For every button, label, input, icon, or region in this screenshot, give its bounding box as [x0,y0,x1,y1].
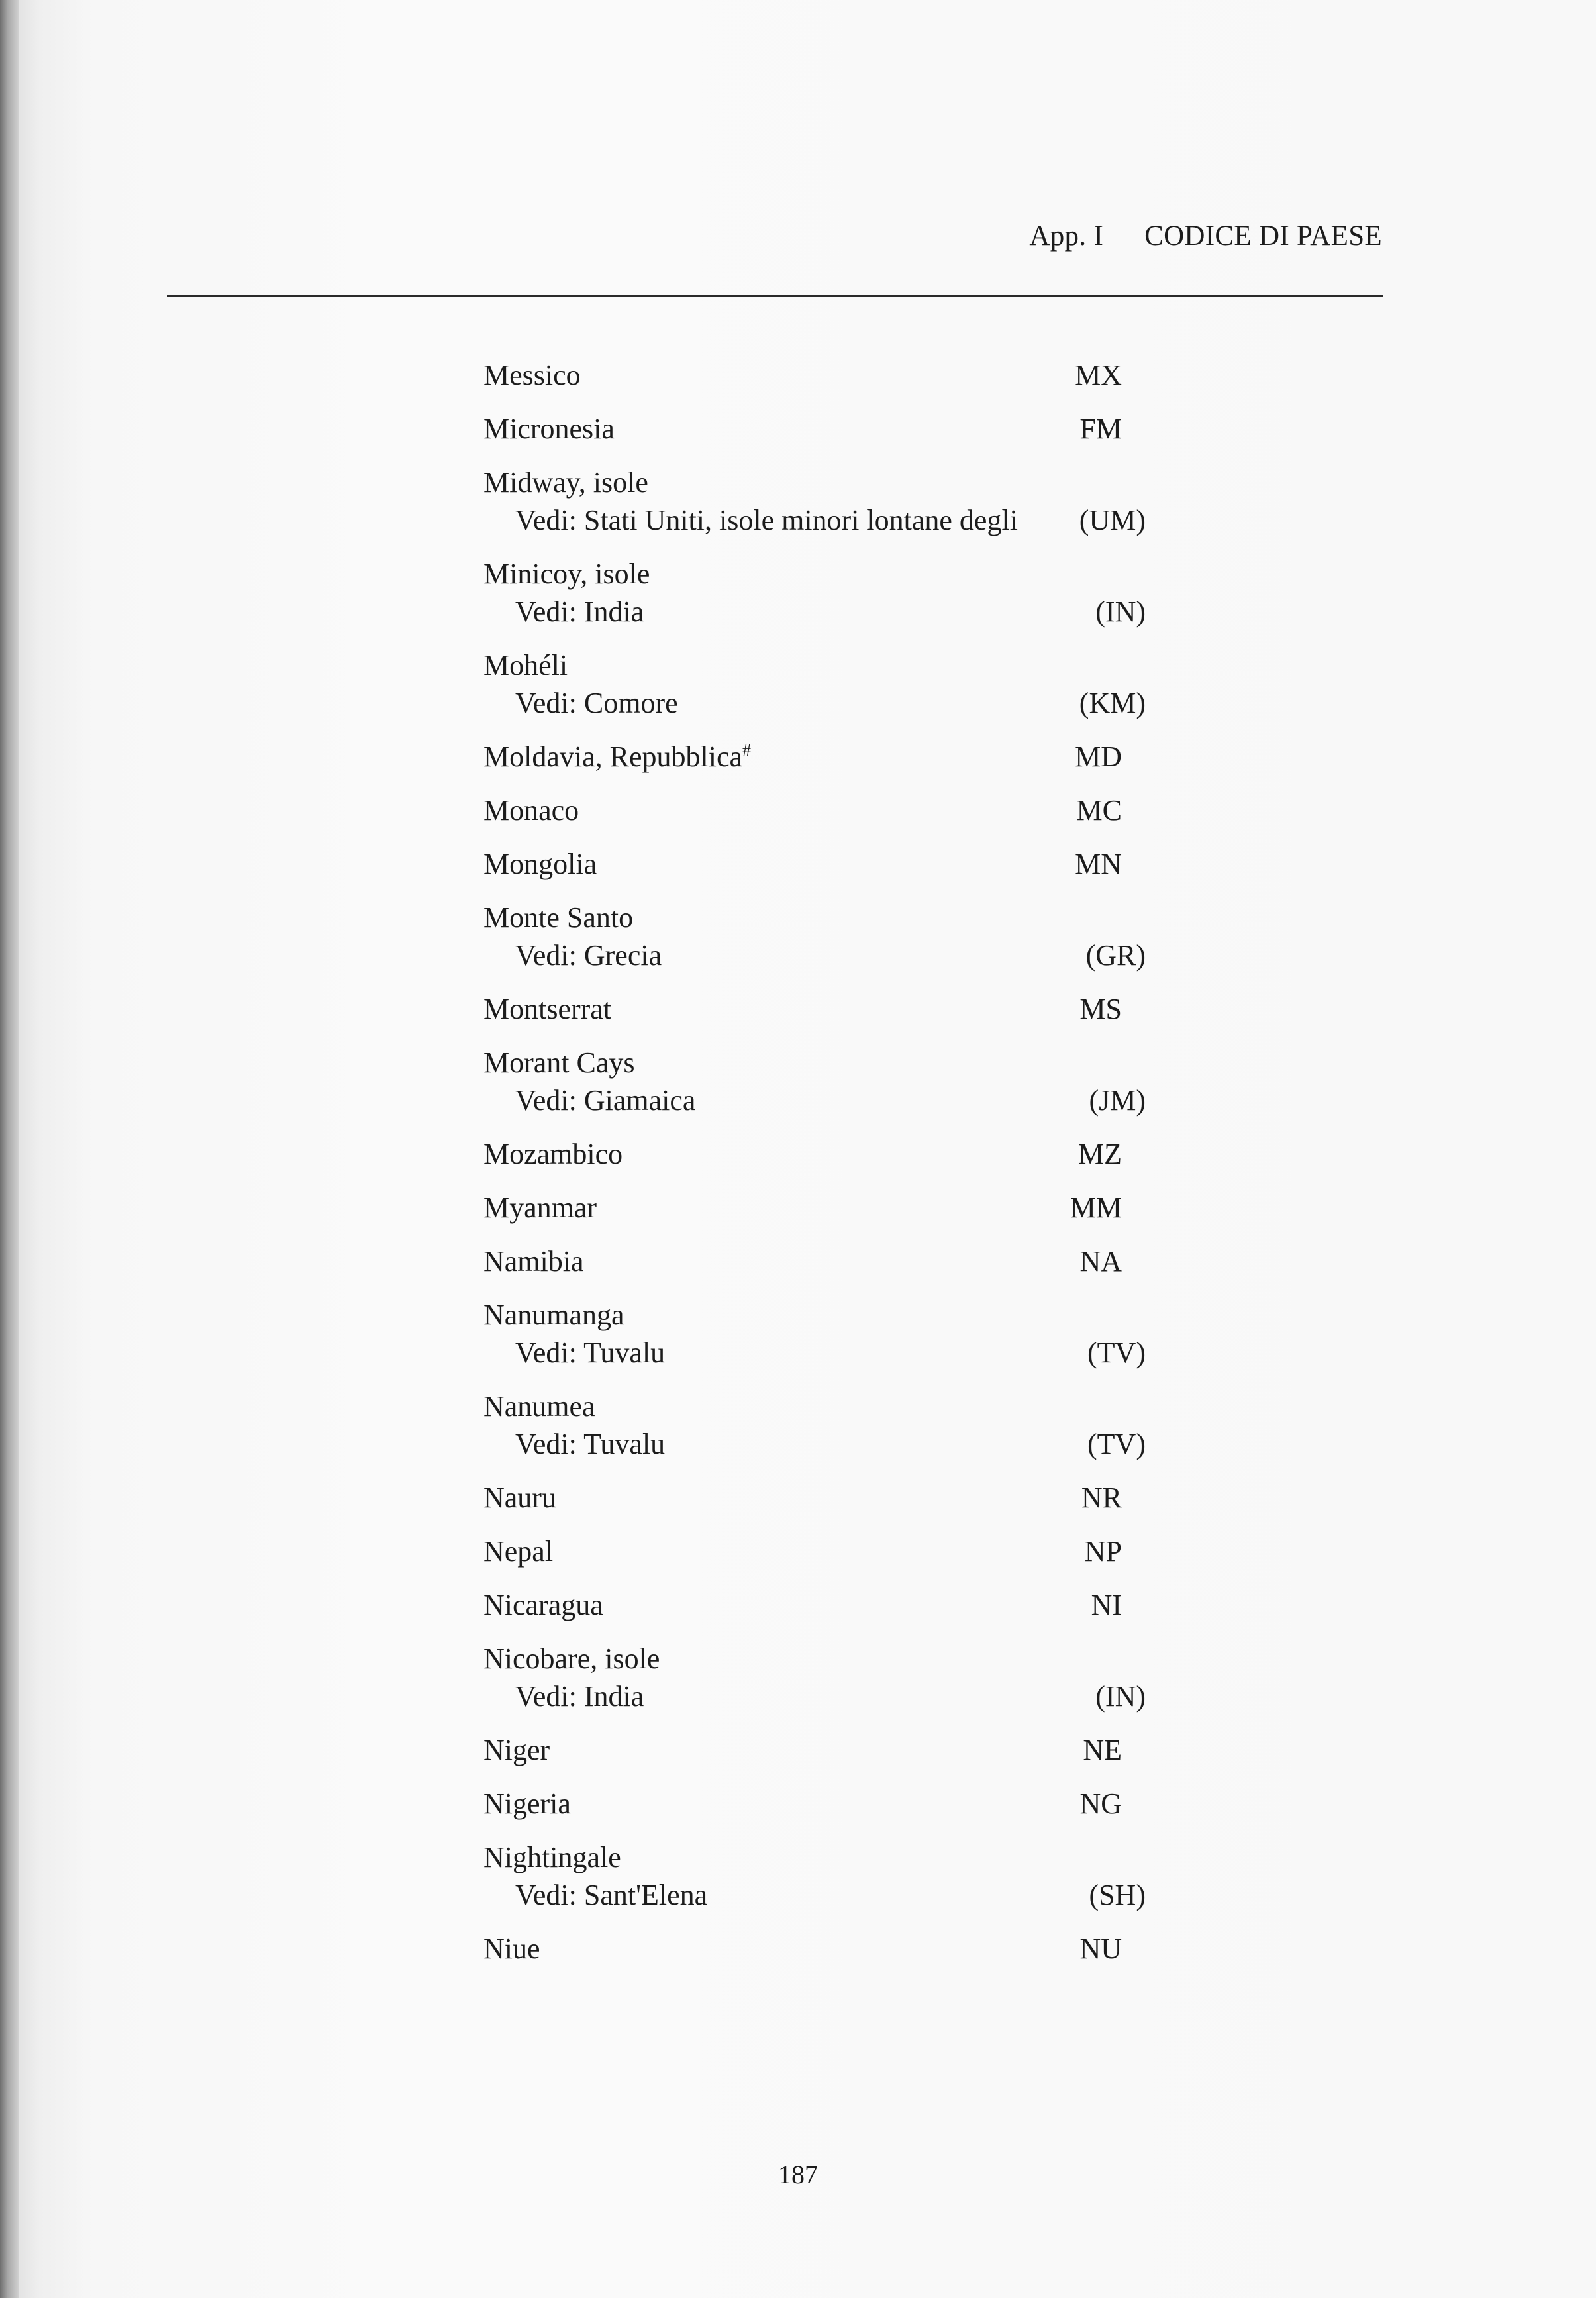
country-code: (TV) [1087,1428,1146,1460]
country-entry [483,1296,1146,1372]
country-name: Mohéli [483,649,568,681]
appendix-label: App. I [1029,221,1104,252]
entry-main-line [483,464,1146,501]
country-name: Morant Cays [483,1046,635,1079]
country-name: Messico [483,359,581,391]
entry-main-line [483,1479,1146,1517]
country-code: (IN) [1095,1680,1146,1713]
country-entry [483,1135,1146,1173]
entry-main-line [483,1731,1146,1769]
entry-main-line [483,1838,1146,1876]
country-entry [483,1586,1146,1624]
country-entry [483,899,1146,974]
country-code: MN [1075,848,1122,880]
see-reference: Vedi: Sant'Elena [515,1879,708,1911]
entry-label-wrap [483,791,579,829]
country-entry [483,1044,1146,1119]
country-name: Nightingale [483,1841,621,1873]
country-code: (SH) [1089,1879,1146,1911]
country-code: NP [1084,1535,1122,1568]
entry-label-wrap [483,1479,556,1517]
see-reference: Vedi: India [515,1680,644,1713]
entry-main-line [483,555,1146,593]
entry-main-line [483,1242,1146,1280]
country-code: MD [1075,740,1122,773]
country-entry [483,410,1146,448]
country-code: NA [1079,1245,1122,1277]
entry-label-wrap [483,990,611,1028]
country-name: Nicobare, isole [483,1642,660,1675]
country-entry [483,1189,1146,1226]
entry-main-line [483,1640,1146,1677]
see-reference: Vedi: Comore [515,687,678,719]
country-code: (TV) [1087,1336,1146,1369]
country-entry [483,791,1146,829]
country-entry [483,1838,1146,1914]
country-entry [483,1785,1146,1823]
entry-label-wrap [483,738,751,775]
see-reference: Vedi: Stati Uniti, isole minori lontane degli [515,504,1018,536]
country-name: Nauru [483,1481,556,1514]
country-code: (KM) [1079,687,1146,719]
header-rule [167,295,1383,297]
country-code: MM [1070,1191,1122,1224]
country-entry [483,990,1146,1028]
country-name: Nigeria [483,1787,571,1820]
country-entry [483,356,1146,394]
country-entry [483,1387,1146,1463]
country-name: Monte Santo [483,901,634,934]
entry-label-wrap [483,1731,550,1769]
entry-label-wrap [483,1930,540,1968]
entry-see-line [483,1081,1146,1119]
country-entry [483,1479,1146,1517]
entry-label-wrap [483,1532,553,1570]
country-entry [483,646,1146,722]
country-name: Micronesia [483,413,615,445]
entry-label-wrap [483,1242,584,1280]
entry-main-line [483,1044,1146,1081]
country-code: (IN) [1095,595,1146,628]
country-name: Namibia [483,1245,584,1277]
country-code: MX [1075,359,1122,391]
country-entry [483,845,1146,883]
country-name: Mozambico [483,1138,623,1170]
country-name: Nanumea [483,1390,595,1423]
entry-main-line [483,1189,1146,1226]
entry-main-line [483,990,1146,1028]
entry-see-line [483,501,1146,539]
entry-main-line [483,1586,1146,1624]
entry-main-line [483,899,1146,936]
entry-main-line [483,1532,1146,1570]
entry-main-line [483,1387,1146,1425]
country-code: NR [1081,1481,1122,1514]
entry-see-line [483,1677,1146,1715]
country-name: Moldavia, Repubblica [483,740,743,773]
country-name: Nicaragua [483,1589,603,1621]
country-code: (UM) [1079,504,1146,536]
country-entry [483,738,1146,775]
see-reference: Vedi: India [515,595,644,628]
country-entry [483,555,1146,630]
country-name: Minicoy, isole [483,558,650,590]
country-name: Monaco [483,794,579,826]
entry-label-wrap [483,845,597,883]
entry-main-line [483,1135,1146,1173]
country-code: MS [1079,993,1122,1025]
entry-label-wrap [483,1135,623,1173]
entry-main-line [483,791,1146,829]
page-binding-shadow [0,0,19,2298]
country-name: Myanmar [483,1191,597,1224]
country-entry [483,1731,1146,1769]
see-reference: Vedi: Tuvalu [515,1428,666,1460]
country-entry [483,464,1146,539]
see-reference: Vedi: Tuvalu [515,1336,666,1369]
entry-see-line [483,1334,1146,1372]
country-code: MZ [1078,1138,1122,1170]
entry-see-line [483,684,1146,722]
entry-main-line [483,1930,1146,1968]
page-number: 187 [778,2160,818,2189]
running-header [1029,220,1382,252]
country-entry [483,1242,1146,1280]
country-code: NG [1079,1787,1122,1820]
country-name: Niger [483,1734,550,1766]
footnote-mark: # [742,740,752,760]
country-name: Nanumanga [483,1299,624,1331]
country-name: Midway, isole [483,466,648,499]
entry-see-line [483,593,1146,630]
entry-label-wrap [483,356,581,394]
entry-main-line [483,1296,1146,1334]
country-name: Montserrat [483,993,612,1025]
entry-see-line [483,936,1146,974]
entry-main-line [483,738,1146,775]
entry-main-line [483,845,1146,883]
entry-main-line [483,1785,1146,1823]
entry-label-wrap [483,1586,603,1624]
country-entry [483,1930,1146,1968]
country-entry [483,1640,1146,1715]
section-title: CODICE DI PAESE [1144,221,1382,252]
country-code: MC [1076,794,1122,826]
country-code-list [483,356,1146,1983]
country-code: (GR) [1085,939,1146,972]
entry-main-line [483,646,1146,684]
entry-see-line [483,1425,1146,1463]
country-name: Mongolia [483,848,597,880]
entry-see-line [483,1876,1146,1914]
entry-main-line [483,410,1146,448]
see-reference: Vedi: Grecia [515,939,662,972]
country-code: NI [1091,1589,1122,1621]
entry-label-wrap [483,410,615,448]
country-name: Niue [483,1932,540,1965]
country-entry [483,1532,1146,1570]
entry-label-wrap [483,1189,597,1226]
see-reference: Vedi: Giamaica [515,1084,696,1117]
entry-main-line [483,356,1146,394]
country-name: Nepal [483,1535,554,1568]
entry-label-wrap [483,1785,571,1823]
country-code: FM [1079,413,1122,445]
country-code: NU [1079,1932,1122,1965]
country-code: (JM) [1089,1084,1146,1117]
country-code: NE [1083,1734,1122,1766]
